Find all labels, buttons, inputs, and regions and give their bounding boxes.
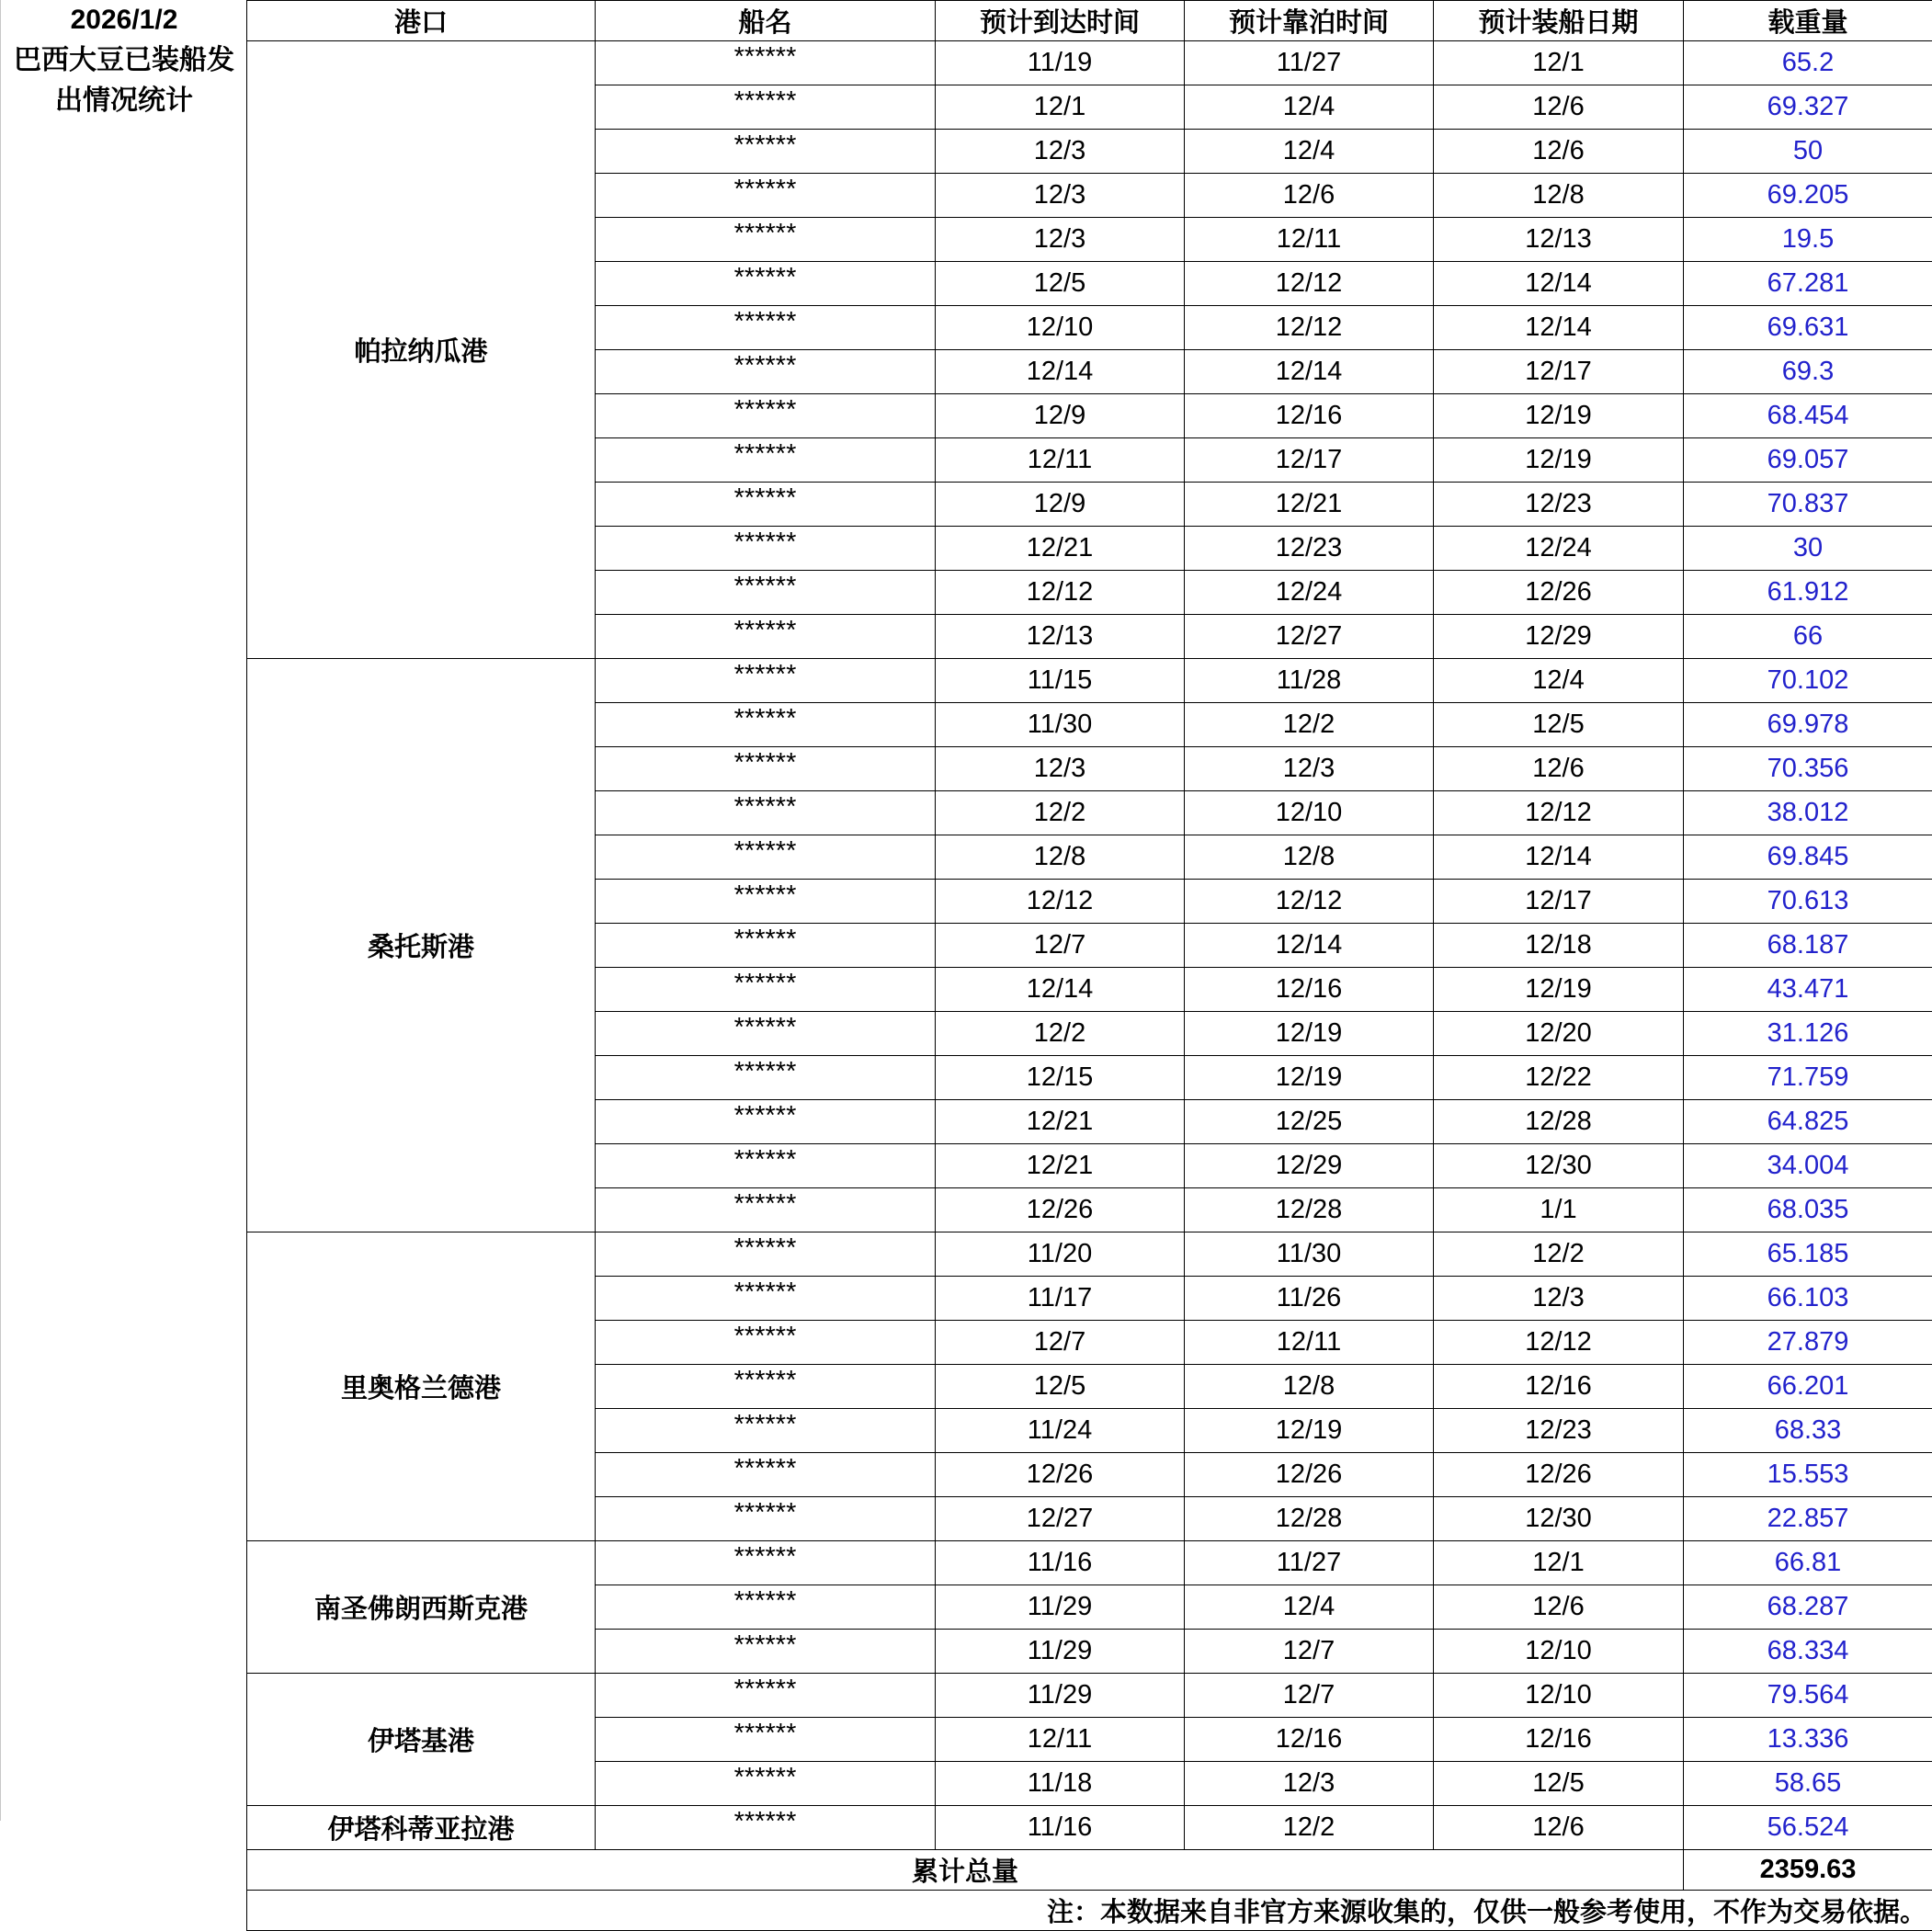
header-weight: 载重量 [1684, 1, 1932, 41]
weight-value: 34.004 [1684, 1144, 1932, 1188]
loading-date: 12/12 [1434, 791, 1684, 835]
berthing-time: 11/30 [1185, 1232, 1434, 1277]
arrival-time: 12/21 [936, 1144, 1185, 1188]
weight-value: 66.201 [1684, 1365, 1932, 1409]
weight-value: 50 [1684, 130, 1932, 174]
weight-value: 69.057 [1684, 438, 1932, 483]
arrival-time: 12/8 [936, 835, 1185, 880]
ship-name: ****** [596, 880, 936, 924]
berthing-time: 12/23 [1185, 527, 1434, 571]
weight-value: 71.759 [1684, 1056, 1932, 1100]
table-body [247, 41, 1932, 1850]
berthing-time: 12/12 [1185, 306, 1434, 350]
berthing-time: 12/7 [1185, 1674, 1434, 1718]
loading-date: 12/17 [1434, 880, 1684, 924]
weight-value: 30 [1684, 527, 1932, 571]
loading-date: 12/12 [1434, 1321, 1684, 1365]
ship-name: ****** [596, 1056, 936, 1100]
title-panel [0, 0, 246, 1821]
arrival-time: 12/21 [936, 1100, 1185, 1144]
loading-date: 12/22 [1434, 1056, 1684, 1100]
loading-date: 12/5 [1434, 703, 1684, 747]
arrival-time: 12/3 [936, 174, 1185, 218]
table-row [247, 1232, 1932, 1277]
table-row [247, 659, 1932, 703]
loading-date: 12/17 [1434, 350, 1684, 394]
arrival-time: 12/2 [936, 1012, 1185, 1056]
report-title [1, 0, 247, 121]
arrival-time: 12/9 [936, 394, 1185, 438]
loading-date: 12/18 [1434, 924, 1684, 968]
berthing-time: 12/3 [1185, 1762, 1434, 1806]
ship-name: ****** [596, 791, 936, 835]
loading-date: 12/10 [1434, 1630, 1684, 1674]
berthing-time: 12/29 [1185, 1144, 1434, 1188]
ship-name: ****** [596, 130, 936, 174]
berthing-time: 12/4 [1185, 1585, 1434, 1630]
berthing-time: 12/26 [1185, 1453, 1434, 1497]
ship-name: ****** [596, 1630, 936, 1674]
ship-name: ****** [596, 571, 936, 615]
loading-date: 12/6 [1434, 1806, 1684, 1850]
berthing-time: 12/24 [1185, 571, 1434, 615]
berthing-time: 12/14 [1185, 350, 1434, 394]
berthing-time: 12/4 [1185, 85, 1434, 130]
weight-value: 43.471 [1684, 968, 1932, 1012]
berthing-time: 12/12 [1185, 262, 1434, 306]
ship-name: ****** [596, 924, 936, 968]
berthing-time: 12/4 [1185, 130, 1434, 174]
arrival-time: 12/7 [936, 1321, 1185, 1365]
ship-name: ****** [596, 483, 936, 527]
report-title-line1: 巴西大豆已装船发 [1, 40, 247, 81]
weight-value: 19.5 [1684, 218, 1932, 262]
weight-value: 66 [1684, 615, 1932, 659]
header-ship: 船名 [596, 1, 936, 41]
arrival-time: 11/17 [936, 1277, 1185, 1321]
report-date: 2026/1/2 [1, 0, 247, 40]
berthing-time: 12/28 [1185, 1188, 1434, 1232]
weight-value: 70.356 [1684, 747, 1932, 791]
weight-value: 65.2 [1684, 41, 1932, 85]
ship-name: ****** [596, 527, 936, 571]
loading-date: 12/28 [1434, 1100, 1684, 1144]
arrival-time: 12/11 [936, 438, 1185, 483]
arrival-time: 11/16 [936, 1806, 1185, 1850]
arrival-time: 12/14 [936, 968, 1185, 1012]
weight-value: 13.336 [1684, 1718, 1932, 1762]
weight-value: 68.334 [1684, 1630, 1932, 1674]
loading-date: 12/19 [1434, 968, 1684, 1012]
arrival-time: 12/3 [936, 218, 1185, 262]
arrival-time: 11/19 [936, 41, 1185, 85]
arrival-time: 12/9 [936, 483, 1185, 527]
loading-date: 12/23 [1434, 1409, 1684, 1453]
loading-date: 12/2 [1434, 1232, 1684, 1277]
loading-date: 12/6 [1434, 85, 1684, 130]
loading-date: 12/20 [1434, 1012, 1684, 1056]
arrival-time: 12/27 [936, 1497, 1185, 1541]
berthing-time: 12/11 [1185, 218, 1434, 262]
arrival-time: 12/26 [936, 1188, 1185, 1232]
ship-name: ****** [596, 1806, 936, 1850]
weight-value: 69.327 [1684, 85, 1932, 130]
berthing-time: 12/7 [1185, 1630, 1434, 1674]
berthing-time: 11/28 [1185, 659, 1434, 703]
weight-value: 61.912 [1684, 571, 1932, 615]
weight-value: 31.126 [1684, 1012, 1932, 1056]
disclaimer-note: 注：本数据来自非官方来源收集的，仅供一般参考使用，不作为交易依据。 [247, 1891, 1932, 1931]
table-row [247, 1541, 1932, 1585]
weight-value: 70.102 [1684, 659, 1932, 703]
shipment-table [246, 0, 1932, 1931]
ship-name: ****** [596, 262, 936, 306]
loading-date: 12/3 [1434, 1277, 1684, 1321]
weight-value: 64.825 [1684, 1100, 1932, 1144]
berthing-time: 11/27 [1185, 41, 1434, 85]
ship-name: ****** [596, 1277, 936, 1321]
weight-value: 67.281 [1684, 262, 1932, 306]
ship-name: ****** [596, 615, 936, 659]
total-value: 2359.63 [1684, 1850, 1932, 1891]
loading-date: 12/23 [1434, 483, 1684, 527]
berthing-time: 12/3 [1185, 747, 1434, 791]
ship-name: ****** [596, 1100, 936, 1144]
weight-value: 70.613 [1684, 880, 1932, 924]
loading-date: 12/26 [1434, 1453, 1684, 1497]
port-name: 南圣佛朗西斯克港 [247, 1541, 596, 1674]
header-loading: 预计装船日期 [1434, 1, 1684, 41]
berthing-time: 12/6 [1185, 174, 1434, 218]
weight-value: 66.103 [1684, 1277, 1932, 1321]
loading-date: 12/24 [1434, 527, 1684, 571]
loading-date: 12/14 [1434, 306, 1684, 350]
berthing-time: 12/8 [1185, 1365, 1434, 1409]
arrival-time: 12/21 [936, 527, 1185, 571]
ship-name: ****** [596, 1541, 936, 1585]
port-name: 伊塔基港 [247, 1674, 596, 1806]
berthing-time: 12/19 [1185, 1409, 1434, 1453]
ship-name: ****** [596, 659, 936, 703]
loading-date: 12/6 [1434, 747, 1684, 791]
loading-date: 12/6 [1434, 130, 1684, 174]
total-label: 累计总量 [247, 1850, 1684, 1891]
ship-name: ****** [596, 835, 936, 880]
arrival-time: 11/29 [936, 1585, 1185, 1630]
table-row [247, 1674, 1932, 1718]
weight-value: 69.845 [1684, 835, 1932, 880]
berthing-time: 12/8 [1185, 835, 1434, 880]
weight-value: 69.3 [1684, 350, 1932, 394]
arrival-time: 12/13 [936, 615, 1185, 659]
ship-name: ****** [596, 85, 936, 130]
ship-name: ****** [596, 1409, 936, 1453]
ship-name: ****** [596, 41, 936, 85]
arrival-time: 12/15 [936, 1056, 1185, 1100]
ship-name: ****** [596, 1497, 936, 1541]
ship-name: ****** [596, 1321, 936, 1365]
ship-name: ****** [596, 438, 936, 483]
loading-date: 12/29 [1434, 615, 1684, 659]
loading-date: 12/1 [1434, 41, 1684, 85]
weight-value: 69.205 [1684, 174, 1932, 218]
ship-name: ****** [596, 747, 936, 791]
arrival-time: 12/2 [936, 791, 1185, 835]
loading-date: 12/4 [1434, 659, 1684, 703]
arrival-time: 11/20 [936, 1232, 1185, 1277]
loading-date: 12/26 [1434, 571, 1684, 615]
arrival-time: 11/16 [936, 1541, 1185, 1585]
berthing-time: 12/2 [1185, 1806, 1434, 1850]
berthing-time: 12/11 [1185, 1321, 1434, 1365]
weight-value: 58.65 [1684, 1762, 1932, 1806]
ship-name: ****** [596, 1232, 936, 1277]
weight-value: 38.012 [1684, 791, 1932, 835]
arrival-time: 12/3 [936, 130, 1185, 174]
arrival-time: 11/15 [936, 659, 1185, 703]
ship-name: ****** [596, 350, 936, 394]
berthing-time: 11/26 [1185, 1277, 1434, 1321]
berthing-time: 12/27 [1185, 615, 1434, 659]
arrival-time: 11/29 [936, 1630, 1185, 1674]
berthing-time: 12/14 [1185, 924, 1434, 968]
weight-value: 69.631 [1684, 306, 1932, 350]
weight-value: 15.553 [1684, 1453, 1932, 1497]
berthing-time: 12/12 [1185, 880, 1434, 924]
arrival-time: 12/5 [936, 262, 1185, 306]
total-row [247, 1850, 1932, 1891]
loading-date: 12/8 [1434, 174, 1684, 218]
header-port: 港口 [247, 1, 596, 41]
loading-date: 12/30 [1434, 1497, 1684, 1541]
berthing-time: 12/2 [1185, 703, 1434, 747]
header-arrival: 预计到达时间 [936, 1, 1185, 41]
arrival-time: 12/10 [936, 306, 1185, 350]
arrival-time: 12/1 [936, 85, 1185, 130]
ship-name: ****** [596, 174, 936, 218]
loading-date: 12/30 [1434, 1144, 1684, 1188]
berthing-time: 12/16 [1185, 968, 1434, 1012]
note-row [247, 1891, 1932, 1931]
weight-value: 79.564 [1684, 1674, 1932, 1718]
berthing-time: 11/27 [1185, 1541, 1434, 1585]
loading-date: 12/10 [1434, 1674, 1684, 1718]
weight-value: 68.287 [1684, 1585, 1932, 1630]
port-name: 桑托斯港 [247, 659, 596, 1232]
weight-value: 69.978 [1684, 703, 1932, 747]
weight-value: 22.857 [1684, 1497, 1932, 1541]
berthing-time: 12/16 [1185, 394, 1434, 438]
arrival-time: 12/3 [936, 747, 1185, 791]
arrival-time: 12/5 [936, 1365, 1185, 1409]
loading-date: 12/19 [1434, 438, 1684, 483]
berthing-time: 12/16 [1185, 1718, 1434, 1762]
arrival-time: 11/30 [936, 703, 1185, 747]
ship-name: ****** [596, 218, 936, 262]
table-header-row [247, 1, 1932, 41]
ship-name: ****** [596, 1144, 936, 1188]
berthing-time: 12/10 [1185, 791, 1434, 835]
berthing-time: 12/25 [1185, 1100, 1434, 1144]
ship-name: ****** [596, 1453, 936, 1497]
ship-name: ****** [596, 1718, 936, 1762]
ship-name: ****** [596, 1188, 936, 1232]
weight-value: 68.187 [1684, 924, 1932, 968]
ship-name: ****** [596, 1762, 936, 1806]
ship-name: ****** [596, 968, 936, 1012]
arrival-time: 12/26 [936, 1453, 1185, 1497]
berthing-time: 12/19 [1185, 1012, 1434, 1056]
loading-date: 12/13 [1434, 218, 1684, 262]
ship-name: ****** [596, 1585, 936, 1630]
port-name: 伊塔科蒂亚拉港 [247, 1806, 596, 1850]
weight-value: 27.879 [1684, 1321, 1932, 1365]
ship-name: ****** [596, 306, 936, 350]
arrival-time: 11/29 [936, 1674, 1185, 1718]
weight-value: 68.035 [1684, 1188, 1932, 1232]
port-name: 里奥格兰德港 [247, 1232, 596, 1541]
arrival-time: 12/7 [936, 924, 1185, 968]
loading-date: 12/5 [1434, 1762, 1684, 1806]
loading-date: 12/1 [1434, 1541, 1684, 1585]
table-row [247, 1806, 1932, 1850]
weight-value: 68.33 [1684, 1409, 1932, 1453]
weight-value: 65.185 [1684, 1232, 1932, 1277]
ship-name: ****** [596, 703, 936, 747]
report-title-line2: 出情况统计 [1, 81, 247, 121]
header-berthing: 预计靠泊时间 [1185, 1, 1434, 41]
berthing-time: 12/19 [1185, 1056, 1434, 1100]
weight-value: 68.454 [1684, 394, 1932, 438]
arrival-time: 11/24 [936, 1409, 1185, 1453]
port-name: 帕拉纳瓜港 [247, 41, 596, 659]
weight-value: 56.524 [1684, 1806, 1932, 1850]
loading-date: 12/14 [1434, 262, 1684, 306]
loading-date: 12/16 [1434, 1365, 1684, 1409]
ship-name: ****** [596, 394, 936, 438]
berthing-time: 12/28 [1185, 1497, 1434, 1541]
ship-name: ****** [596, 1012, 936, 1056]
loading-date: 1/1 [1434, 1188, 1684, 1232]
loading-date: 12/19 [1434, 394, 1684, 438]
weight-value: 70.837 [1684, 483, 1932, 527]
arrival-time: 11/18 [936, 1762, 1185, 1806]
weight-value: 66.81 [1684, 1541, 1932, 1585]
loading-date: 12/14 [1434, 835, 1684, 880]
ship-name: ****** [596, 1365, 936, 1409]
arrival-time: 12/11 [936, 1718, 1185, 1762]
loading-date: 12/16 [1434, 1718, 1684, 1762]
arrival-time: 12/14 [936, 350, 1185, 394]
arrival-time: 12/12 [936, 571, 1185, 615]
loading-date: 12/6 [1434, 1585, 1684, 1630]
ship-name: ****** [596, 1674, 936, 1718]
table-row [247, 41, 1932, 85]
berthing-time: 12/17 [1185, 438, 1434, 483]
berthing-time: 12/21 [1185, 483, 1434, 527]
arrival-time: 12/12 [936, 880, 1185, 924]
